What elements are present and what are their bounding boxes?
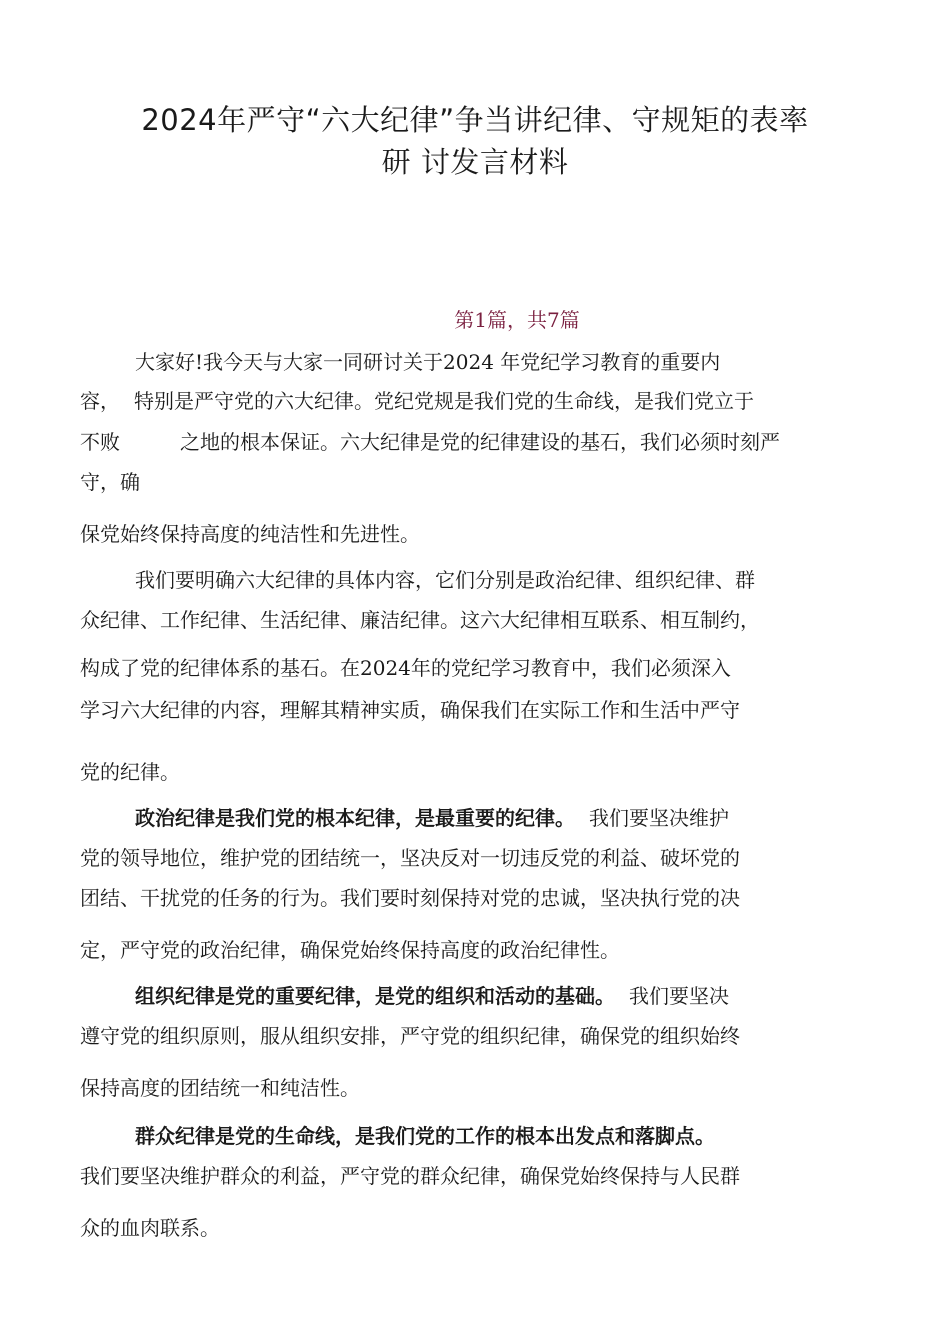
document-title-line-2: 研 讨发言材料 — [381, 145, 569, 179]
paragraph-text: 特别是严守党的六大纪律。党纪党规是我们党的生命线，是我们党立于 — [134, 389, 754, 413]
paragraph-line: 我们要明确六大纪律的具体内容，它们分别是政治纪律、组织纪律、群 — [135, 568, 755, 592]
paragraph-text: 我们要坚决 — [629, 984, 729, 1008]
paragraph-line: 遵守党的组织原则，服从组织安排，严守党的组织纪律，确保党的组织始终 — [80, 1024, 740, 1048]
paragraph-line — [135, 982, 729, 1010]
paragraph-line: 守，确 — [80, 470, 140, 494]
paragraph-line: 党的纪律。 — [80, 760, 180, 784]
paragraph-line: 我们要坚决维护群众的利益，严守党的群众纪律，确保党始终保持与人民群 — [80, 1164, 740, 1188]
paragraph-line: 党的领导地位，维护党的团结统一，坚决反对一切违反党的利益、破坏党的 — [80, 846, 740, 870]
paragraph-text: 容， — [80, 389, 120, 413]
paragraph-line — [80, 387, 754, 415]
paragraph-line — [135, 804, 729, 832]
paragraph-line: 团结、干扰党的任务的行为。我们要时刻保持对党的忠诚，坚决执行党的决 — [80, 886, 740, 910]
paragraph-line: 学习六大纪律的内容，理解其精神实质，确保我们在实际工作和生活中严守 — [80, 698, 740, 722]
part-label: 第1篇，共7篇 — [454, 308, 580, 332]
section-heading-political: 政治纪律是我们党的根本纪律，是最重要的纪律。 — [135, 806, 575, 830]
section-heading-organization: 组织纪律是党的重要纪律，是党的组织和活动的基础。 — [135, 984, 615, 1008]
paragraph-line: 保持高度的团结统一和纯洁性。 — [80, 1076, 360, 1100]
paragraph-line: 众纪律、工作纪律、生活纪律、廉洁纪律。这六大纪律相互联系、相互制约， — [80, 608, 760, 632]
paragraph-line: 保党始终保持高度的纯洁性和先进性。 — [80, 522, 420, 546]
paragraph-line — [80, 428, 780, 456]
paragraph-text: 不败 — [80, 430, 120, 454]
section-heading-masses: 群众纪律是党的生命线，是我们党的工作的根本出发点和落脚点。 — [135, 1124, 715, 1148]
paragraph-line: 定，严守党的政治纪律，确保党始终保持高度的政治纪律性。 — [80, 938, 620, 962]
paragraph-line: 大家好!我今天与大家一同研讨关于2024 年党纪学习教育的重要内 — [135, 350, 721, 374]
document-title-line-1: 2024年严守“六大纪律”争当讲纪律、守规矩的表率 — [141, 103, 809, 137]
paragraph-text: 之地的根本保证。六大纪律是党的纪律建设的基石，我们必须时刻严 — [180, 430, 780, 454]
paragraph-line: 众的血肉联系。 — [80, 1216, 220, 1240]
paragraph-line: 构成了党的纪律体系的基石。在2024年的党纪学习教育中，我们必须深入 — [80, 656, 731, 680]
paragraph-line — [135, 1122, 715, 1150]
paragraph-text: 我们要坚决维护 — [589, 806, 729, 830]
